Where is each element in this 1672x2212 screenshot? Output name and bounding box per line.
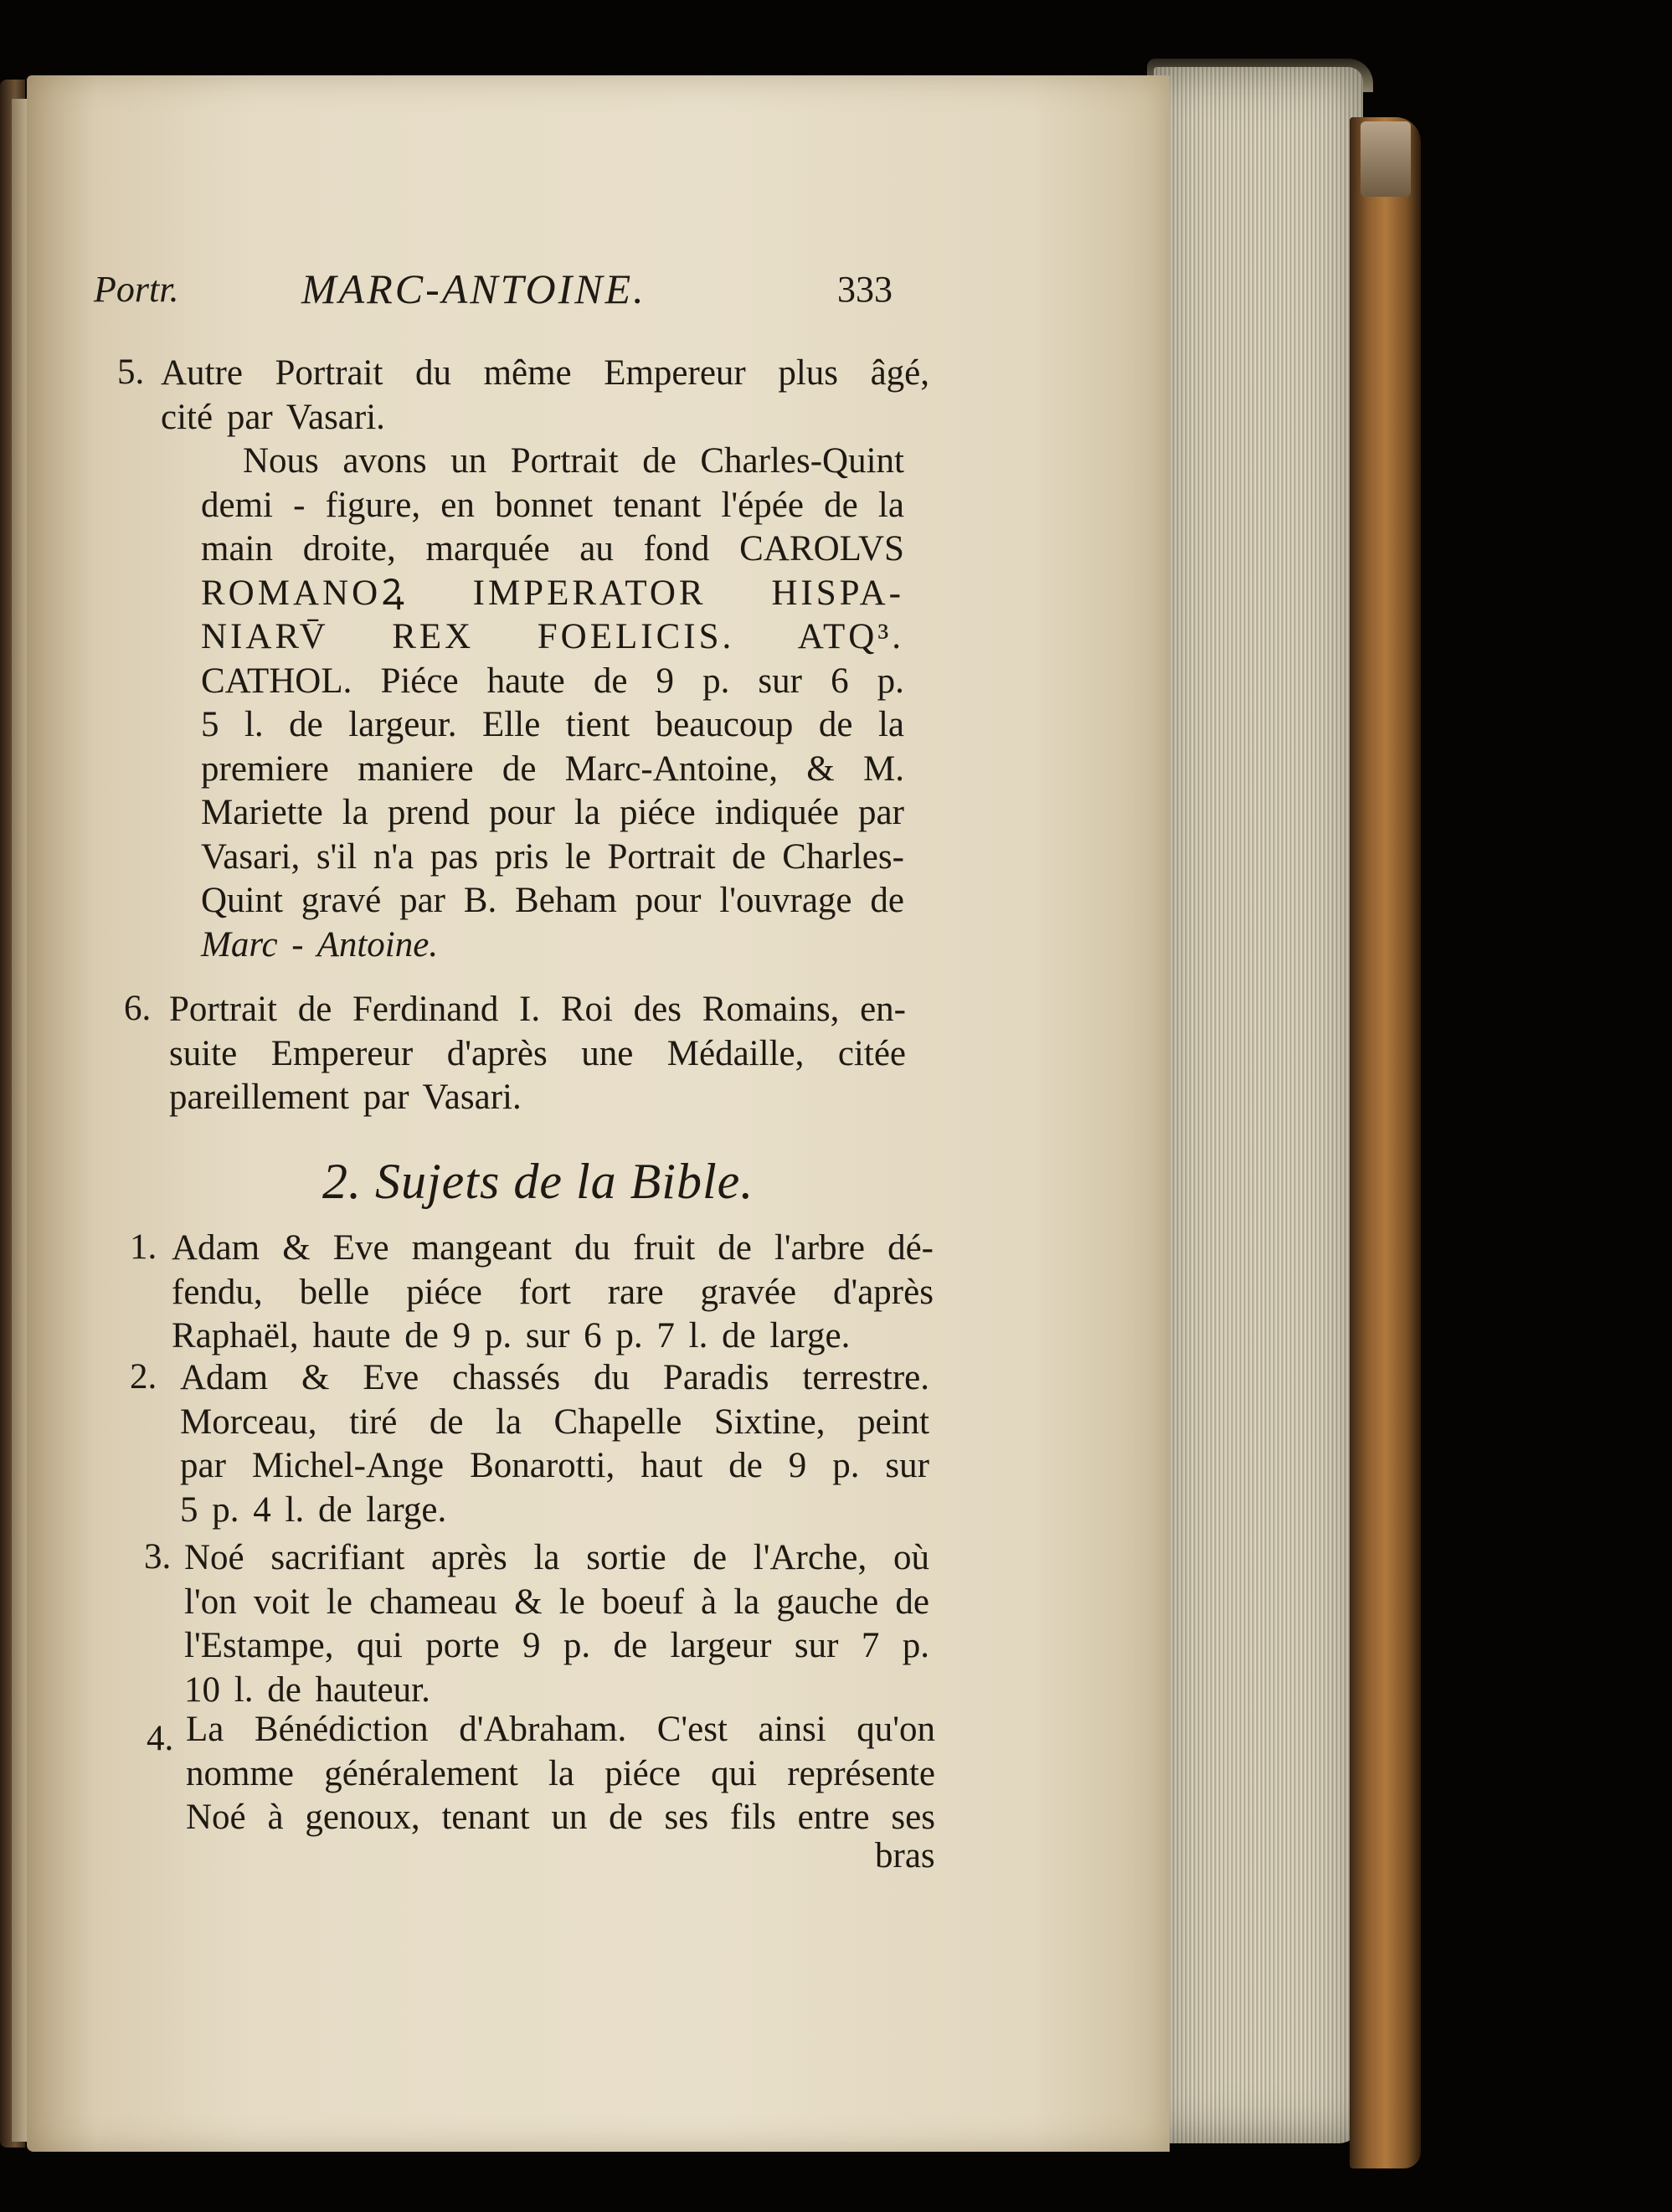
- catchword: bras: [875, 1836, 935, 1875]
- text-line: Adam & Eve chassés du Paradis terrestre.: [180, 1358, 929, 1397]
- text-line: Morceau, tiré de la Chapelle Sixtine, peint: [180, 1402, 929, 1442]
- text-line: Noé à genoux, tenant un de ses fils entre ses: [186, 1798, 935, 1837]
- cover-headband: [1361, 121, 1411, 197]
- text-line: par Michel-Ange Bonarotti, haut de 9 p. sur: [180, 1446, 929, 1485]
- text-line: Adam & Eve mangeant du fruit de l'arbre dé-: [172, 1228, 934, 1268]
- text-line: l'Estampe, qui porte 9 p. de largeur sur 7 p.: [184, 1626, 929, 1665]
- text-line: CATHOL. Piéce haute de 9 p. sur 6 p.: [201, 661, 904, 701]
- running-header: [0, 265, 1672, 318]
- text-line: fendu, belle piéce fort rare gravée d'après: [172, 1272, 934, 1312]
- text-line: l'on voit le chameau & le boeuf à la gauche de: [184, 1582, 929, 1622]
- text-line: Autre Portrait du même Empereur plus âgé,: [161, 353, 929, 393]
- text-line: Mariette la prend pour la piéce indiquée par: [201, 793, 904, 832]
- bible-entry-4: [186, 1708, 935, 1840]
- paragraph-charles-quint: [201, 440, 904, 967]
- bible-entry-2: [180, 1356, 929, 1532]
- text-line: 10 l. de hauteur.: [184, 1669, 430, 1710]
- header-title: MARC-ANTOINE.: [301, 265, 646, 312]
- entry-number: 5.: [117, 352, 145, 392]
- entry-number: 1.: [130, 1227, 157, 1267]
- entry-number: 3.: [144, 1537, 172, 1577]
- text-line: demi - figure, en bonnet tenant l'épée de la: [201, 485, 904, 525]
- entry-number: 6.: [124, 989, 152, 1028]
- entry-5: [161, 352, 929, 440]
- entry-number: 4.: [147, 1719, 174, 1758]
- text-line: Vasari, s'il n'a pas pris le Portrait de Charles-: [201, 836, 904, 877]
- text-line: suite Empereur d'après une Médaille, citée: [169, 1033, 906, 1073]
- bible-entry-3: [184, 1536, 929, 1712]
- text-line: Noé sacrifiant après la sortie de l'Arche, où: [184, 1538, 929, 1577]
- page-number: 333: [837, 269, 893, 310]
- section-heading: 2. Sujets de la Bible.: [322, 1154, 754, 1209]
- text-line: 5 l. de largeur. Elle tient beaucoup de la: [201, 705, 904, 744]
- text-line: 5 p. 4 l. de large.: [180, 1489, 447, 1530]
- entry-6: [169, 988, 906, 1120]
- text-line: cité par Vasari.: [161, 397, 385, 437]
- page-fore-edge: [1154, 67, 1363, 2143]
- text-line: Raphaël, haute de 9 p. sur 6 p. 7 l. de large.: [172, 1316, 851, 1355]
- text-line: La Bénédiction d'Abraham. C'est ainsi qu'on: [186, 1710, 935, 1749]
- text-line: Quint gravé par B. Beham pour l'ouvrage de: [201, 881, 904, 920]
- header-left: Portr.: [94, 269, 179, 310]
- text-line: Nous avons un Portrait de Charles-Quint: [243, 441, 904, 481]
- text-line: ROMANOꝜ IMPERATOR HISPA-: [201, 573, 904, 613]
- text-line: NIARV̄ REX FOELICIS. ATQ³.: [201, 617, 904, 656]
- right-cover-spine: [1350, 117, 1421, 2168]
- text-line: premiere maniere de Marc-Antoine, & M.: [201, 748, 904, 789]
- bible-entry-1: [172, 1227, 934, 1359]
- text-line: Marc - Antoine.: [201, 924, 439, 965]
- text-line: main droite, marquée au fond CAROLVS: [201, 529, 904, 568]
- text-line: pareillement par Vasari.: [169, 1078, 522, 1117]
- entry-number: 2.: [130, 1357, 157, 1397]
- text-line: nomme généralement la piéce qui représente: [186, 1753, 935, 1793]
- text-line: Portrait de Ferdinand I. Roi des Romains, en-: [169, 990, 906, 1029]
